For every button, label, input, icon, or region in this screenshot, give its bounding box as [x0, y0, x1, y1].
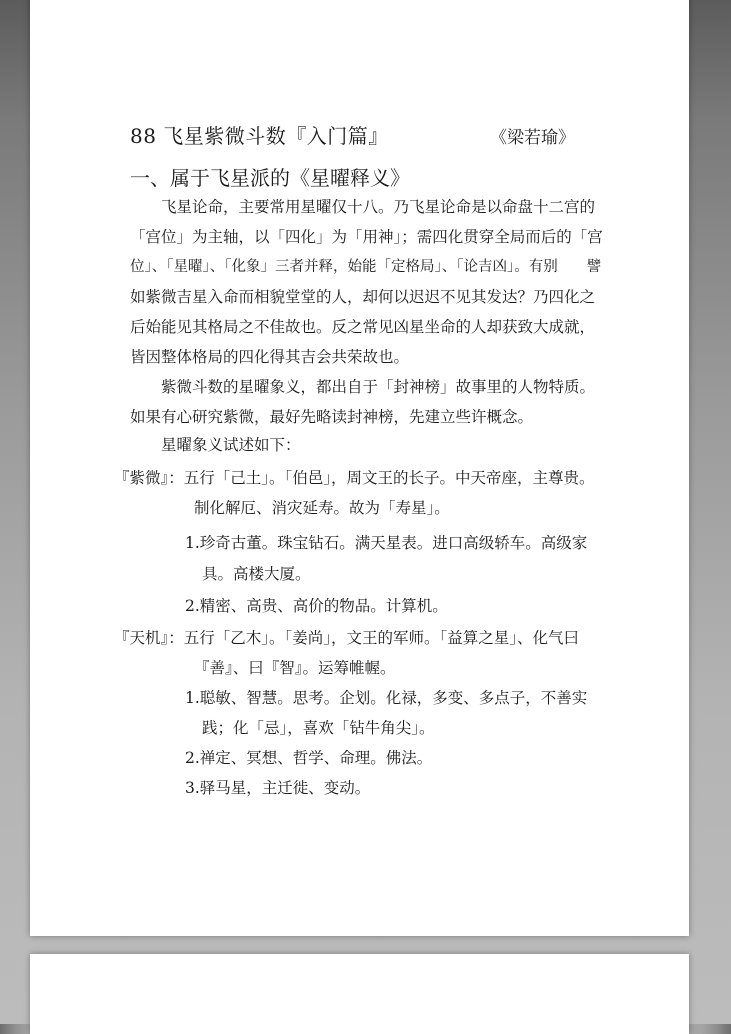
- star-entry-ziwei-head: 『紫微』：五行「己土」。「伯邑」，周文王的长子。中天帝座，主尊贵。: [114, 469, 595, 487]
- text-line: 皆因整体格局的四化得其吉会共荣故也。: [130, 348, 410, 366]
- star-entry-ziwei-cont: 制化解厄、消灾延寿。故为「寿星」。: [194, 499, 450, 517]
- list-item: 1.聪敏、智慧。思考。企划。化禄，多变、多点子，不善实: [185, 689, 588, 707]
- document-page-2: [30, 954, 689, 1034]
- list-item-cont: 具。高楼大厦。: [202, 565, 311, 583]
- text-line: 紫微斗数的星曜象义，都出自于「封神榜」故事里的人物特质。: [161, 378, 596, 396]
- list-item: 3.驿马星，主迁徙、变动。: [185, 779, 371, 797]
- document-page-1: [30, 0, 689, 936]
- list-item-cont: 践；化「忌」，喜欢「钻牛角尖」。: [202, 719, 435, 737]
- text-line: 如紫微吉星入命而相貌堂堂的人，却何以迟迟不见其发达？乃四化之: [130, 288, 596, 306]
- star-entry-tianji-head: 『天机』：五行「乙木」。「姜尚」，文王的军师。「益算之星」、化气曰: [114, 629, 580, 647]
- text-line: 后始能见其格局之不佳故也。反之常见凶星坐命的人却获致大成就，: [130, 318, 596, 336]
- list-item: 2.精密、高贵、高价的物品。计算机。: [185, 597, 448, 615]
- list-item: 2.禅定、冥想、哲学、命理。佛法。: [185, 749, 433, 767]
- text-line: 「宫位」为主轴，以「四化」为「用神」；需四化贯穿全局而后的「宫: [130, 228, 603, 246]
- author-name: 《梁若瑜》: [490, 128, 575, 148]
- text-line: 位」、「星曜」、「化象」三者并释，始能「定格局」、「论吉凶」。有别 譬: [130, 259, 602, 275]
- paragraph-intro: [130, 192, 606, 372]
- text-line: 如果有心研究紫微，最好先略读封神榜，先建立些许概念。: [130, 408, 534, 426]
- star-entry-tianji-cont: 『善』、曰『智』。运筹帷幄。: [194, 659, 396, 677]
- document-title: 88 飞星紫微斗数『入门篇』: [130, 124, 389, 148]
- paragraph-star-meaning: [130, 372, 606, 432]
- text-line: 飞星论命，主要常用星曜仅十八。乃飞星论命是以命盘十二宫的: [161, 198, 596, 216]
- list-item: 1.珍奇古董。珠宝钻石。满天星表。进口高级轿车。高级家: [185, 534, 588, 552]
- section-heading: 一、属于飞星派的《星曜释义》: [130, 166, 410, 190]
- list-intro: 星曜象义试述如下：: [161, 436, 301, 454]
